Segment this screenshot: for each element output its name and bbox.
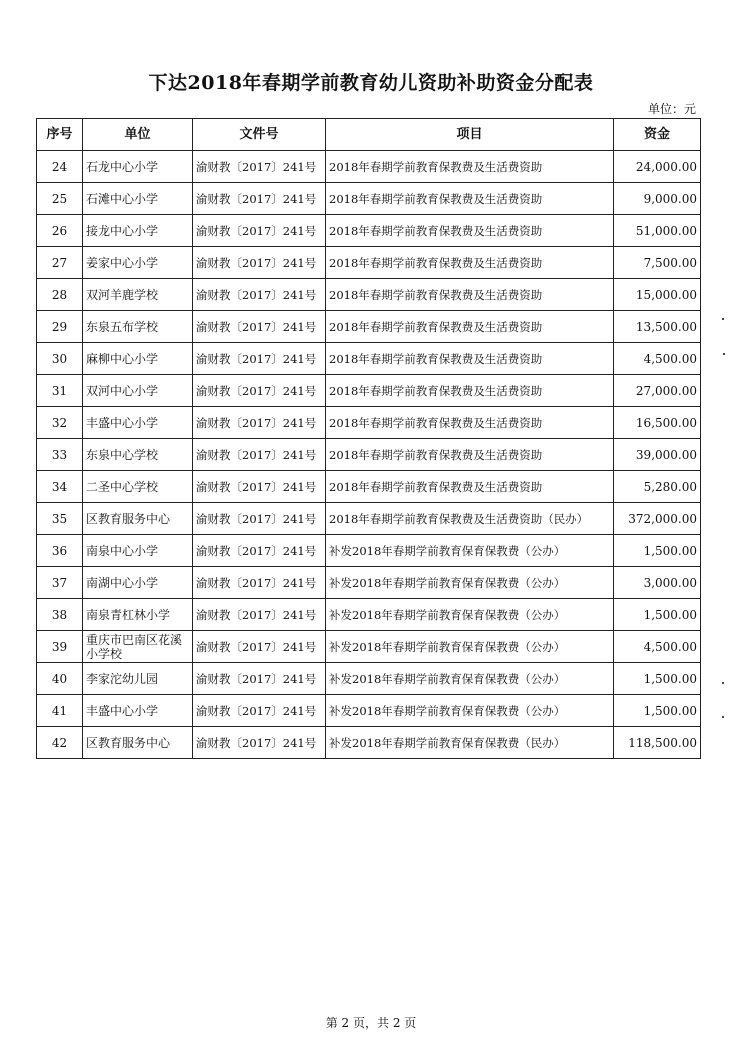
table-row xyxy=(37,631,701,663)
cell-unit: 石龙中心小学 xyxy=(83,151,193,183)
cell-unit: 南湖中心小学 xyxy=(83,567,193,599)
cell-item: 补发2018年春期学前教育保育保教费（公办） xyxy=(326,695,614,727)
cell-amount: 3,000.00 xyxy=(614,567,701,599)
cell-amount: 5,280.00 xyxy=(614,471,701,503)
header-no: 序号 xyxy=(37,119,83,151)
scan-mark xyxy=(722,716,724,718)
table-row xyxy=(37,151,701,183)
table-body xyxy=(37,151,701,759)
cell-amount: 1,500.00 xyxy=(614,599,701,631)
cell-unit: 重庆市巴南区花溪小学校 xyxy=(83,631,193,663)
header-doc: 文件号 xyxy=(193,119,326,151)
cell-amount: 51,000.00 xyxy=(614,215,701,247)
scan-mark xyxy=(722,682,724,684)
table-row xyxy=(37,215,701,247)
cell-doc: 渝财教〔2017〕241号 xyxy=(193,151,326,183)
cell-doc: 渝财教〔2017〕241号 xyxy=(193,695,326,727)
scan-mark xyxy=(723,353,725,355)
cell-no: 36 xyxy=(37,535,83,567)
cell-unit: 丰盛中心小学 xyxy=(83,407,193,439)
cell-no: 26 xyxy=(37,215,83,247)
cell-doc: 渝财教〔2017〕241号 xyxy=(193,247,326,279)
cell-unit: 东泉中心学校 xyxy=(83,439,193,471)
cell-amount: 27,000.00 xyxy=(614,375,701,407)
cell-no: 30 xyxy=(37,343,83,375)
cell-item: 补发2018年春期学前教育保育保教费（公办） xyxy=(326,663,614,695)
cell-doc: 渝财教〔2017〕241号 xyxy=(193,663,326,695)
cell-no: 31 xyxy=(37,375,83,407)
cell-doc: 渝财教〔2017〕241号 xyxy=(193,599,326,631)
cell-no: 27 xyxy=(37,247,83,279)
cell-amount: 118,500.00 xyxy=(614,727,701,759)
cell-unit: 石滩中心小学 xyxy=(83,183,193,215)
cell-unit: 接龙中心小学 xyxy=(83,215,193,247)
cell-no: 41 xyxy=(37,695,83,727)
cell-unit: 双河羊鹿学校 xyxy=(83,279,193,311)
cell-no: 38 xyxy=(37,599,83,631)
cell-no: 25 xyxy=(37,183,83,215)
cell-item: 2018年春期学前教育保教费及生活费资助 xyxy=(326,471,614,503)
cell-no: 40 xyxy=(37,663,83,695)
cell-doc: 渝财教〔2017〕241号 xyxy=(193,375,326,407)
cell-doc: 渝财教〔2017〕241号 xyxy=(193,439,326,471)
cell-item: 2018年春期学前教育保教费及生活费资助 xyxy=(326,183,614,215)
cell-no: 35 xyxy=(37,503,83,535)
cell-unit: 李家沱幼儿园 xyxy=(83,663,193,695)
table-row xyxy=(37,695,701,727)
cell-unit: 南泉中心小学 xyxy=(83,535,193,567)
cell-no: 32 xyxy=(37,407,83,439)
cell-no: 24 xyxy=(37,151,83,183)
cell-doc: 渝财教〔2017〕241号 xyxy=(193,407,326,439)
table-row xyxy=(37,567,701,599)
cell-doc: 渝财教〔2017〕241号 xyxy=(193,503,326,535)
header-item: 项目 xyxy=(326,119,614,151)
cell-amount: 9,000.00 xyxy=(614,183,701,215)
cell-amount: 1,500.00 xyxy=(614,695,701,727)
table-row xyxy=(37,279,701,311)
cell-unit: 二圣中心学校 xyxy=(83,471,193,503)
table-row xyxy=(37,727,701,759)
table-row xyxy=(37,343,701,375)
cell-doc: 渝财教〔2017〕241号 xyxy=(193,727,326,759)
cell-doc: 渝财教〔2017〕241号 xyxy=(193,183,326,215)
table-row xyxy=(37,439,701,471)
allocation-table xyxy=(36,118,701,759)
cell-item: 补发2018年春期学前教育保育保教费（公办） xyxy=(326,567,614,599)
document-title: 下达2018年春期学前教育幼儿资助补助资金分配表 xyxy=(148,72,594,94)
table-row xyxy=(37,375,701,407)
cell-item: 2018年春期学前教育保教费及生活费资助 xyxy=(326,247,614,279)
table-row xyxy=(37,471,701,503)
cell-unit: 麻柳中心小学 xyxy=(83,343,193,375)
cell-no: 29 xyxy=(37,311,83,343)
cell-item: 2018年春期学前教育保教费及生活费资助 xyxy=(326,215,614,247)
cell-doc: 渝财教〔2017〕241号 xyxy=(193,535,326,567)
cell-item: 2018年春期学前教育保教费及生活费资助 xyxy=(326,311,614,343)
cell-item: 2018年春期学前教育保教费及生活费资助 xyxy=(326,439,614,471)
cell-unit: 南泉青杠林小学 xyxy=(83,599,193,631)
cell-unit: 区教育服务中心 xyxy=(83,503,193,535)
cell-unit: 东泉五布学校 xyxy=(83,311,193,343)
cell-unit: 丰盛中心小学 xyxy=(83,695,193,727)
cell-amount: 372,000.00 xyxy=(614,503,701,535)
cell-doc: 渝财教〔2017〕241号 xyxy=(193,215,326,247)
table-row xyxy=(37,183,701,215)
cell-item: 补发2018年春期学前教育保育保教费（公办） xyxy=(326,599,614,631)
cell-item: 2018年春期学前教育保教费及生活费资助 xyxy=(326,375,614,407)
cell-amount: 1,500.00 xyxy=(614,663,701,695)
cell-doc: 渝财教〔2017〕241号 xyxy=(193,279,326,311)
cell-unit: 双河中心小学 xyxy=(83,375,193,407)
cell-amount: 4,500.00 xyxy=(614,631,701,663)
cell-item: 补发2018年春期学前教育保育保教费（公办） xyxy=(326,535,614,567)
table-row xyxy=(37,663,701,695)
table-row xyxy=(37,503,701,535)
scan-mark xyxy=(722,318,724,320)
cell-item: 补发2018年春期学前教育保育保教费（民办） xyxy=(326,727,614,759)
cell-no: 42 xyxy=(37,727,83,759)
cell-no: 37 xyxy=(37,567,83,599)
cell-amount: 39,000.00 xyxy=(614,439,701,471)
table-header-row xyxy=(37,119,701,151)
cell-amount: 7,500.00 xyxy=(614,247,701,279)
cell-amount: 4,500.00 xyxy=(614,343,701,375)
cell-amount: 24,000.00 xyxy=(614,151,701,183)
cell-no: 33 xyxy=(37,439,83,471)
cell-item: 2018年春期学前教育保教费及生活费资助 xyxy=(326,151,614,183)
cell-amount: 1,500.00 xyxy=(614,535,701,567)
cell-item: 2018年春期学前教育保教费及生活费资助 xyxy=(326,279,614,311)
cell-doc: 渝财教〔2017〕241号 xyxy=(193,567,326,599)
cell-doc: 渝财教〔2017〕241号 xyxy=(193,471,326,503)
cell-unit: 姜家中心小学 xyxy=(83,247,193,279)
cell-no: 34 xyxy=(37,471,83,503)
cell-doc: 渝财教〔2017〕241号 xyxy=(193,343,326,375)
page-footer: 第 2 页，共 2 页 xyxy=(325,1016,417,1030)
cell-item: 补发2018年春期学前教育保育保教费（公办） xyxy=(326,631,614,663)
cell-no: 28 xyxy=(37,279,83,311)
header-unit: 单位 xyxy=(83,119,193,151)
cell-no: 39 xyxy=(37,631,83,663)
header-amount: 资金 xyxy=(614,119,701,151)
cell-item: 2018年春期学前教育保教费及生活费资助 xyxy=(326,407,614,439)
cell-amount: 15,000.00 xyxy=(614,279,701,311)
cell-unit: 区教育服务中心 xyxy=(83,727,193,759)
table-row xyxy=(37,599,701,631)
table-row xyxy=(37,311,701,343)
table-row xyxy=(37,535,701,567)
cell-doc: 渝财教〔2017〕241号 xyxy=(193,631,326,663)
cell-item: 2018年春期学前教育保教费及生活费资助（民办） xyxy=(326,503,614,535)
cell-doc: 渝财教〔2017〕241号 xyxy=(193,311,326,343)
cell-amount: 13,500.00 xyxy=(614,311,701,343)
cell-item: 2018年春期学前教育保教费及生活费资助 xyxy=(326,343,614,375)
table-row xyxy=(37,247,701,279)
cell-amount: 16,500.00 xyxy=(614,407,701,439)
unit-label: 单位：元 xyxy=(647,102,696,116)
table-row xyxy=(37,407,701,439)
